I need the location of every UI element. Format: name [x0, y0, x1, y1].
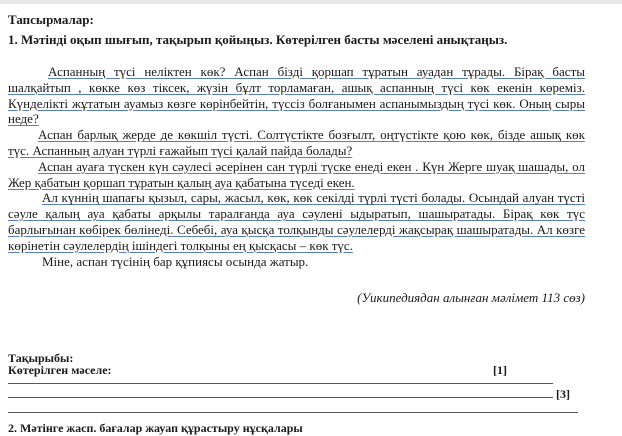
paragraph-1: Аспанның түсі неліктен көк? Аспан бізді қоршап тұратын ауадан тұрады. Бірақ басты шалқайтып , көкке көз тіксек, жүзін бұлт торламаған, ашық аспанның түсі көк екенін көреміз. Күнделікті жұтатын ауамыз көзге көрінбейтін, түссіз болғанымен аспанымыздың түсі көк. Оның сыры неде?	[8, 64, 585, 127]
answer-line-3[interactable]	[8, 412, 578, 413]
answer-line-2[interactable]	[8, 397, 553, 398]
task-2-instruction: 2. Мәтінге жасп. бағалар жауап құрастыру нұсқалары	[8, 421, 303, 435]
paragraph-3: Аспан ауаға түскен күн сәулесі әсерінен сан түрлі түске енеді екен . Күн Жерге шуақ шашады, ол Жер қабатын қоршап тұратын қалың ауа қабатына түседі екен.	[8, 158, 585, 190]
paragraph-2: Аспан барлық жерде де көкшіл түсті. Солтүстікте бозғылт, оңтүстікте қою көк, бізде ашық көк түс. Аспанның алуан түрлі ғажайып түсі қалай пайда болады?	[8, 127, 585, 158]
paragraph-5: Міне, аспан түсінің бар құпиясы осында жатыр.	[42, 253, 309, 269]
topic-label: Тақырыбы:	[8, 351, 74, 365]
tasks-heading: Тапсырмалар:	[8, 12, 94, 27]
mark-3: [3]	[556, 387, 570, 401]
source-note: (Уикипедиядан алынған мәлімет 113 сөз)	[357, 290, 585, 305]
paragraph-4: Ал күннің шапағы қызыл, сары, жасыл, көк, көк секілді түрлі түсті болады. Осындай алуан түсті сәуле қалың ауа қабаты арқылы таралғанда ауа сәулені ыдыратып, шашыратады. Бірақ көк түс барлығынан көбірек бөлінеді. Себебі, ауа қысқа толқынды сәулелерді жақсырақ шашыратады. Ал көзге көрінетін сәулелердің ішіндегі толқыны ең қысқасы – көк түс.	[8, 190, 585, 253]
answer-line-1[interactable]	[8, 383, 553, 384]
issue-label: Көтерілген мәселе:	[8, 363, 112, 377]
mark-1: [1]	[493, 363, 507, 377]
reading-text	[8, 64, 585, 269]
task-1-instruction: 1. Мәтінді оқып шығып, тақырып қойыңыз. Көтерілген басты мәселені анықтаңыз.	[8, 32, 508, 47]
scan-top-strip	[0, 0, 622, 4]
